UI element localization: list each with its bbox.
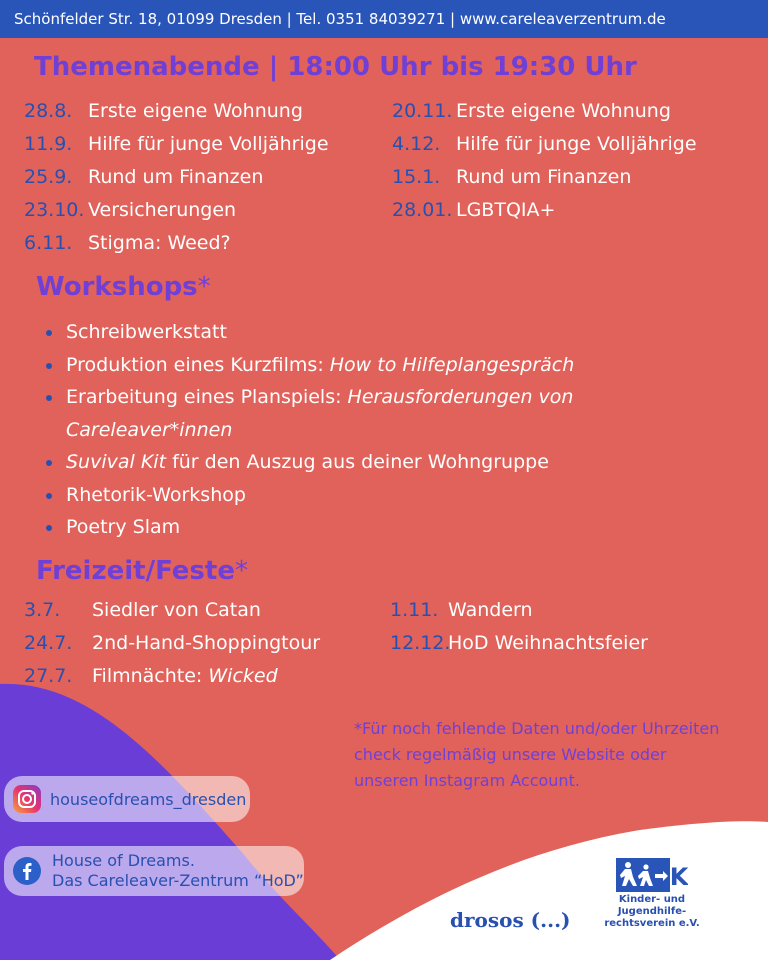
topic: Rund um Finanzen <box>456 166 632 188</box>
text: Produktion eines Kurzfilms: <box>66 353 330 376</box>
date: 11.9. <box>24 133 73 155</box>
list-item <box>390 599 533 621</box>
list-item <box>46 479 626 512</box>
list-item <box>46 511 626 544</box>
themenabende-title: Themenabende | 18:00 Uhr bis 19:30 Uhr <box>34 52 637 82</box>
italic-text: Herausforderungen von Careleaver*innen <box>66 386 574 441</box>
date: 25.9. <box>24 166 73 188</box>
list-item <box>24 632 320 654</box>
list-item <box>46 381 626 446</box>
list-item <box>24 665 278 687</box>
text: für den Auszug aus deiner Wohngruppe <box>166 451 549 473</box>
list-item <box>392 199 555 221</box>
list-item <box>392 133 697 155</box>
topic: Hilfe für junge Volljährige <box>88 133 329 155</box>
workshops-title-text: Workshops <box>36 272 198 302</box>
facebook-line-2: Das Careleaver-Zentrum “HoD” <box>52 871 304 890</box>
workshops-list <box>46 316 626 544</box>
date: 6.11. <box>24 232 73 254</box>
date: 28.01. <box>392 199 453 221</box>
topic: 2nd-Hand-Shoppingtour <box>92 632 321 654</box>
facebook-line-1: House of Dreams. <box>52 851 195 870</box>
date: 3.7. <box>24 599 61 621</box>
list-item <box>24 232 231 254</box>
italic-text: Suvival Kit <box>66 451 167 473</box>
kjrv-mark: K <box>669 863 688 891</box>
contact-text: Schönfelder Str. 18, 01099 Dresden | Tel. 0351 84039271 | www.careleaverzentrum.de <box>14 10 666 28</box>
asterisk: * <box>197 272 211 302</box>
date: 15.1. <box>392 166 441 188</box>
text: Schreibwerkstatt <box>66 321 227 343</box>
topic: Hilfe für junge Volljährige <box>456 133 697 155</box>
text: Poetry Slam <box>66 516 181 538</box>
topic: Wandern <box>448 599 533 621</box>
list-item <box>24 199 236 221</box>
date: 23.10. <box>24 199 85 221</box>
date: 12.12. <box>390 632 451 654</box>
topic: Versicherungen <box>88 199 237 221</box>
topic: Stigma: Weed? <box>88 232 231 254</box>
topic: Erste eigene Wohnung <box>88 100 303 122</box>
instagram-link[interactable] <box>4 776 250 822</box>
kjrv-logo-icon <box>616 858 688 892</box>
italic-text: How to Hilfeplangespräch <box>329 353 575 376</box>
date: 27.7. <box>24 665 73 687</box>
list-item <box>392 166 631 188</box>
contact-header <box>0 0 768 38</box>
workshops-title <box>36 272 211 302</box>
freizeit-title-text: Freizeit/Feste <box>36 556 235 586</box>
text: Rhetorik-Workshop <box>66 483 246 506</box>
topic: Rund um Finanzen <box>88 166 264 188</box>
list-item <box>24 100 303 122</box>
topic: HoD Weihnachtsfeier <box>448 632 648 654</box>
list-item <box>390 632 648 654</box>
date: 24.7. <box>24 632 73 654</box>
italic-topic: Wicked <box>208 665 278 687</box>
asterisk: * <box>234 556 248 586</box>
freizeit-title <box>36 556 248 586</box>
facebook-link[interactable] <box>4 846 304 896</box>
instagram-icon <box>12 784 42 814</box>
list-item <box>46 316 626 349</box>
topic: LGBTQIA+ <box>456 199 556 221</box>
facebook-name <box>52 851 304 891</box>
kjrv-line-1: Kinder- und <box>618 894 686 905</box>
drosos-logo: drosos (...) <box>450 908 571 932</box>
kjrv-line-3: rechtsverein e.V. <box>604 918 700 929</box>
kjrv-text <box>604 894 700 930</box>
topic: Filmnächte: <box>92 665 209 687</box>
topic: Siedler von Catan <box>92 599 261 621</box>
facebook-icon <box>12 856 42 886</box>
footnote: *Für noch fehlende Daten und/oder Uhrzeiten check regelmäßig unsere Website oder unseren Instagram Account. <box>354 719 720 790</box>
kjrv-line-2: Jugendhilfe- <box>617 906 687 917</box>
date: 1.11. <box>390 599 439 621</box>
date: 4.12. <box>392 133 441 155</box>
topic: Erste eigene Wohnung <box>456 100 671 122</box>
date: 20.11. <box>392 100 453 122</box>
list-item <box>24 166 263 188</box>
date: 28.8. <box>24 100 73 122</box>
instagram-handle: houseofdreams_dresden <box>50 789 247 809</box>
list-item <box>46 349 626 382</box>
list-item <box>392 100 671 122</box>
list-item <box>24 133 329 155</box>
list-item <box>46 446 626 479</box>
list-item <box>24 599 261 621</box>
text: Erarbeitung eines Planspiels: <box>66 386 348 408</box>
